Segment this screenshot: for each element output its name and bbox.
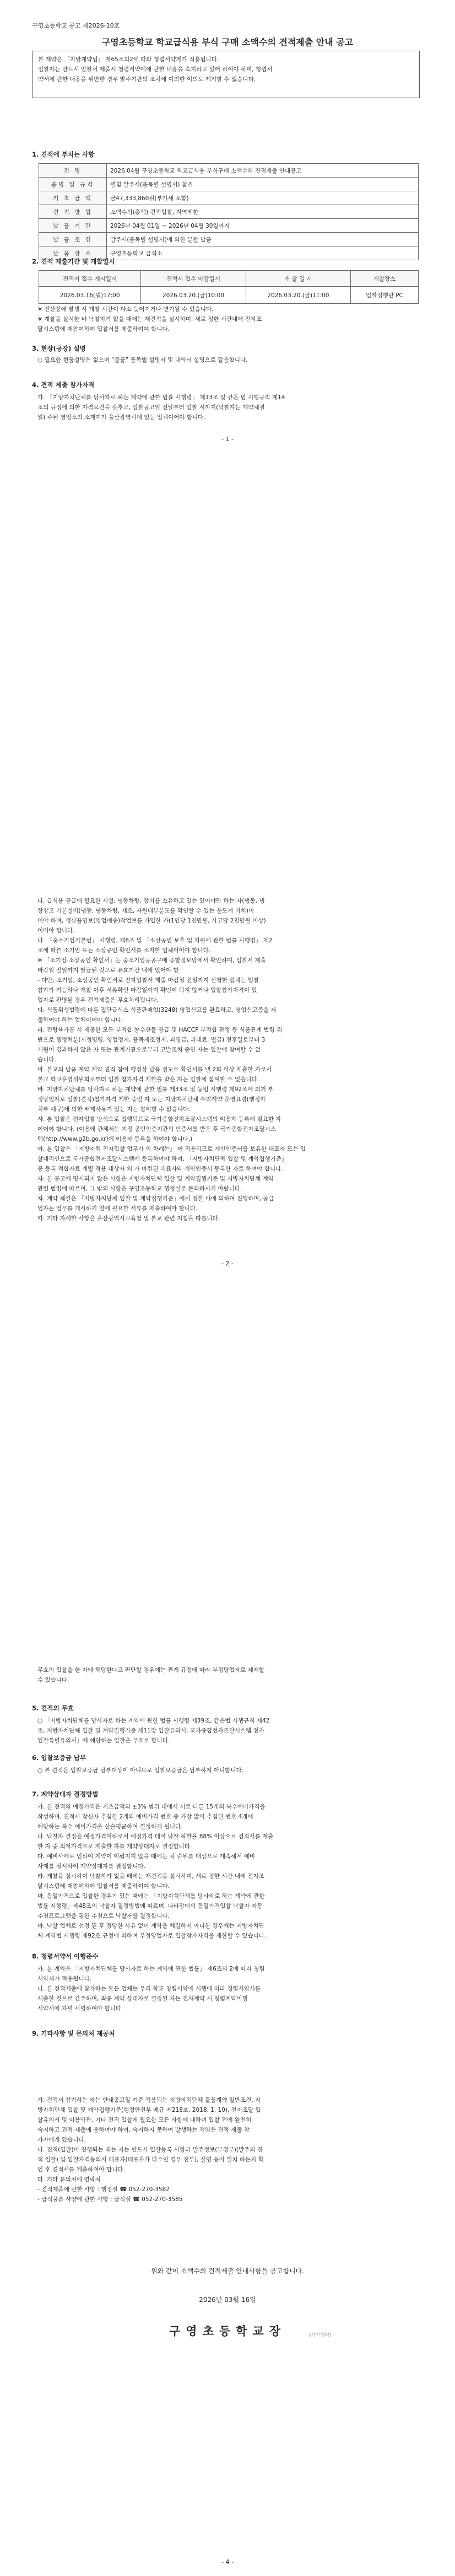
document-title: 구영초등학교 학교급식용 부식 구매 소액수의 견적제출 안내 공고 (101, 37, 354, 47)
bid-bond-text: ○ 본 견적은 입찰보증금 납부대상이 아니므로 입찰보증금은 납부하지 아니합니다. (37, 1767, 243, 1774)
text-line: 한 자 중 최저가격으로 제출한 자를 계약상대자로 결정합니다. (37, 1843, 192, 1850)
eligibility-para-a (37, 393, 285, 422)
site-briefing-text: ○ 필요한 현품설명은 없으며 “물품” 품목별 설명서 및 내역서 설명으로 갈음합니다. (37, 357, 248, 363)
text-line: 서약제가 적용됩니다. (37, 1976, 91, 1982)
signer-name: 구영초등학교장 (169, 2325, 286, 2338)
schedule-header: 개찰장소 (351, 271, 419, 287)
text-line: 무효의 입찰을 한 자에 해당한다고 판단할 경우에는 관계 규정에 따라 부정당업자로 제재할 (37, 1667, 265, 1673)
text-line: 가. 견적서 참가하는 자는 안내공고일 기준 적용되는 지방자치단체 물품계약 일반조건, 지 (37, 2097, 261, 2103)
text-line: 개월이 경과하지 않은 자 또는 관계기관으로부터 고발조치 중인 자는 입찰에 참여할 수 없 (37, 1046, 261, 1053)
text-line: 다. 예비사에로 인하여 계약이 이뤄지지 않을 때에는 차 순위를 대상으로 계속해서 예비 (37, 1853, 256, 1860)
text-line: 어야 하며, 생산품명보(영업배송)작업보를 가입한 자(1인당 1천만원, 사고당 2천만원 이상) (37, 917, 266, 924)
text-line: 가자에게 있습니다. (37, 2137, 86, 2143)
notice-number: 구영초등학교 공고 제2026-10호 (32, 22, 120, 29)
text-line: 참가가 가능하나 개찰 이후 서류확인 마감일까지 확인이 되지 않거나 입찰참가자격이 있 (37, 987, 257, 994)
text-line: 다. 급식용 공급에 필요한 시설, 냉동차량, 장비를 소유하고 있는 있어야만 하는 자(냉동, 냉 (37, 898, 265, 904)
contract-info-value: 구영초등학교 급식소 (107, 246, 419, 260)
schedule-cell: 2026.03.20.(금)10:00 (141, 287, 246, 304)
note-line: 달시스템에 재참여하여 입찰서를 제출하여야 합니다. (37, 326, 170, 332)
contract-info-value: 금47,333,860원(부가세 포함) (107, 191, 419, 205)
contract-info-label: 납 품 장 소 (39, 246, 107, 260)
text-line: 업자로 판명된 경우 견적제출은 무효처리됩니다. (37, 997, 159, 1003)
contract-info-row (39, 233, 419, 246)
page-3 (0, 1667, 455, 2576)
intro-box (32, 51, 420, 98)
text-line: 장창고 기본설비(냉동, 냉동차량, 제조, 자원대부분도를 확인할 수 있는 운도계 비치)이 (37, 908, 254, 914)
seal-note: (직인생략) (308, 2333, 332, 2338)
contract-info-value: 2026.04월 구영초등학교 학교급식용 부식구매 소액수의 견적제출 안내공고 (107, 164, 419, 178)
note-line: ※ 개찰을 실시한 바 낙찰자가 없을 때에는 재견적을 실시하며, 새로 정한 시간내에 전자조 (37, 316, 262, 323)
schedule-cell: 2026.03.16(월)17:00 (39, 287, 141, 304)
text-line: 라. 전량육가공 시 제공한 모든 부적합 농수산물 공급 및 HACCP 부적합 판정 등 식품관계 법령 위 (37, 1027, 283, 1033)
section-1-heading: 1. 견적에 부치는 사항 (32, 151, 95, 158)
intro-line: 본 계약은 「지방계약법」 제65조의2에 따라 청렴서약제가 적용됩니다. (38, 56, 219, 63)
intro-line: 약서에 관한 내용을 위반한 경우 발주기관의 조치에 이의한 이의도 제기할 수 없습니다. (38, 76, 256, 83)
text-line: 업자는 업무를 개시하기 전에 필요한 서류를 제출하여야 합니다. (37, 1205, 198, 1212)
text-line: 가. 본 견적의 예정가격은 기초금액의 ±3% 범위 내에서 서로 다른 15개의 복수예비가격을 (37, 1804, 266, 1810)
award-method-text (37, 1802, 423, 1941)
closing-statement: 위와 같이 소액수의 견적제출 안내사항을 공고합니다. (151, 2267, 304, 2275)
text-line: 출하여야 하는 업체이어야 합니다. (37, 1017, 123, 1023)
text-line: 본교 학교운영위원회로부터 입찰 참가자격 제한을 받은 자는 입찰에 참여할 수 없습니다. (37, 1076, 259, 1083)
intro-line: 입찰자는 반드시 입찰서 제출시 청렴서약에에 관한 내용을 숙지하고 있어 하여야 하며, 청렴서 (38, 66, 273, 73)
text-line: 달시스템에 재참여하여 입찰서를 제출하여야 합니다. (37, 1883, 170, 1890)
text-line: 제출한 것으로 간주하며, 최종 계약 상대자로 결정된 자는 전자계약 시 청렴계약이행 (37, 1995, 248, 2002)
section-9-heading: 9. 기타사항 및 문의처 제공처 (32, 2030, 115, 2037)
text-line: 카. 기타 자세한 사항은 울산광역시교육청 및 본교 관련 지침을 따릅니다. (37, 1215, 220, 1222)
invalid-bid-text (37, 1716, 269, 1746)
text-line: 수 있습니다. (37, 1677, 69, 1683)
text-line: 나. 낙찰자 결정은 예정가격이하로서 예정가격 대비 낙찰 하한율 88% 이상으로 견적서를 제출 (37, 1833, 274, 1840)
text-line: 가. 본 계약은 「지방자치단체를 당사자로 하는 계약에 관한 법률」 제6조의 2에 따라 청렴 (37, 1966, 265, 1972)
schedule-notes (37, 304, 262, 334)
page-2 (0, 852, 455, 1701)
contract-info-row (39, 205, 419, 219)
eligibility-para-rest (37, 896, 423, 1223)
text-line: 조의 규정에 의한 자격요건을 갖추고, 입찰공고일 전날부터 입찰 시까지(낙찰자는 계약체결 (37, 404, 265, 411)
text-line: 나. 견적(입찰)이 진행되는 때는 지는 반드시 입찰등록 사항과 발주정보(부정부)(발주의 견 (37, 2146, 263, 2153)
contract-info-label: 납 품 기 간 (39, 219, 107, 233)
page-number: - 4 - (221, 2558, 234, 2566)
text-line: 다. 식품위생법령에 따른 집단급식소 식품판매업(3248) 영업신고를 완료하고, 영업신고증을 제 (37, 1007, 277, 1013)
schedule-cell: 입찰집행관 PC (351, 287, 419, 304)
text-line: 마. 본교의 납품 계약 계약 견적 참여 행정상 납품 정도로 확인서를 낼 2회 이상 제출한 자로서 (37, 1066, 272, 1073)
text-line: 해당하는 복수 예비가격을 산술평균하여 결정하게 됩니다. (37, 1823, 183, 1830)
text-line: 체 계약법 시행령 제92조 규정에 의하여 부정당업자로 입찰참가자격을 제한할 수 있습니다. (37, 1933, 267, 1939)
text-line: 자. 본 공고에 명시되지 않은 사항은 지방자치단체 입찰 및 계약집행기준 및 지방자치단체 계약 (37, 1176, 274, 1182)
text-line: 일) 주된 영업소의 소재지가 울산광역시에 있는 업체이어야 합니다. (37, 414, 205, 421)
integrity-pledge-text (37, 1964, 264, 2014)
schedule-table (39, 270, 419, 304)
text-line: 나. 본 견적제출에 참가하는 모든 업체는 우리 학교 청렴서약에 시행에 따라 청렴서약서를 (37, 1985, 261, 1992)
schedule-header: 개 찰 일 시 (246, 271, 350, 287)
text-line: 숙지하고 견적 제출에 응하여야 하며, 숙지하지 못하여 발생하는 책임은 견적 제출 참 (37, 2127, 250, 2133)
text-line: 방자치단체 입찰 및 계약집행기준(행정안전부 예규 제218호, 2018. 1. 10), 전자조달 입 (37, 2107, 261, 2113)
eligibility-closing (37, 1665, 264, 1685)
text-line: 이어야 합니다. (이용에 관해서는 지정 공인인증기관의 인증서를 받은 후 국가종합전자조달시스 (37, 1126, 277, 1133)
page-1 (0, 0, 455, 844)
text-line: 추첨프로그램을 통한 추첨으로 낙찰자를 결정합니다. (37, 1913, 170, 1919)
text-line: 차. 계약 체결은 「지방자치단체 입찰 및 계약집행기준」에서 정한 바에 의하여 진행하며, 공급 (37, 1195, 274, 1202)
note-line: ※ 전산장애 발생 시 개찰 시간이 다소 늦어지거나 연기될 수 있습니다. (37, 306, 214, 313)
text-line: 관련 법령에 따르며, 그 밖의 사항은 구영초등학교 행정실로 문의하시기 바랍니다. (37, 1185, 242, 1192)
section-2-heading: 2. 견적 제출기간 및 개찰일시 (32, 257, 115, 265)
text-line: - 견적제출에 관한 사항 : 행정실 ☎ 052-270-3582 (37, 2186, 170, 2193)
contract-info-row (39, 178, 419, 191)
contract-info-label: 기 초 금 액 (39, 191, 107, 205)
text-line: 반으로 행정처분(시정명령, 영업정지, 품목제조정지, 과징금, 과태료, 벌금) 전후일로부터 3 (37, 1037, 266, 1043)
schedule-header: 견적서 접수 마감일시 (141, 271, 246, 287)
contract-info-value: 발주서(품목별 설명서)에 의한 분할 납품 (107, 233, 419, 246)
text-line: 입찰특별유의서」에 해당하는 입찰은 무효로 합니다. (37, 1737, 170, 1744)
contract-info-value: 별첨 발주서(품목별 설명서) 참조 (107, 178, 419, 191)
text-line: - 다만, 소기업, 소상공인 확인서로 전자입찰서 제출 마감일 전일까지 신청한 업체는 입찰 (37, 977, 259, 984)
contract-info-label: 견 적 방 법 (39, 205, 107, 219)
page-number: - 1 - (221, 436, 234, 443)
schedule-cell: 2026.03.20.(금)11:00 (246, 287, 350, 304)
text-line: 찰대리인으로 국가종합전자조달시스템에 등록하여야 하며, 「지방자치단체 입찰 및 계약집행기준」 (37, 1156, 288, 1162)
text-line: 조에 따른 소기업 또는 소상공인 확인서를 소지한 업체이어야 합니다. (37, 947, 211, 954)
text-line: 인 후 견적서를 제출하여야 합니다. (37, 2166, 125, 2173)
text-line: - 급식물품 사양에 관한 사항 : 급식실 ☎ 052-270-3585 (37, 2196, 183, 2203)
text-line: 바. 낙찰 업체로 선정 된 후 정당한 사유 없이 계약을 체결하지 아니한 경우에는 지방자치단 (37, 1923, 264, 1929)
contract-info-label: 품명 및 규격 (39, 178, 107, 191)
text-line: 템(http://www.g2b.go.kr)에 이용자 등록을 하여야 합니다.) (37, 1136, 193, 1142)
text-line: 마. 동일가격으로 입찰한 경우가 있는 때에는 「지방자치단체를 당사자로 하는 계약에 관한 (37, 1893, 265, 1899)
section-5-heading: 5. 견적의 무효 (32, 1704, 74, 1712)
announcement-date: 2026년 03월 16일 (199, 2296, 256, 2304)
text-line: 사제를 실시하여 계약상대자를 결정합니다. (37, 1863, 145, 1870)
text-line: 이어야 합니다. (37, 927, 75, 934)
contract-info-label: 건 명 (39, 164, 107, 178)
contract-info-value: 소액수의(총액) 견적입찰, 지역제한 (107, 205, 419, 219)
text-line: ※ 「소기업·소상공인 확인서」는 중소기업공공구매 종합정보망에서 확인하며, 입찰서 제출 (37, 957, 266, 964)
section-6-heading: 6. 입찰보증금 납부 (32, 1754, 86, 1762)
misc-contact-text (37, 2095, 423, 2204)
text-line: 습니다. (37, 1056, 56, 1063)
section-3-heading: 3. 현장(공장) 설명 (32, 345, 86, 352)
text-line: 가. 「지방자치단체를 당사자로 하는 계약에 관한 법률 시행령」 제13조 및 같은 법 시행규칙 제14 (37, 394, 285, 401)
section-4-heading: 4. 견적 제출 참가자격 (32, 381, 95, 389)
text-line: 바. 지방자치단체를 당사자로 하는 계약에 관한 법률 제33조 및 동법 시행령 제92조에 의거 부 (37, 1086, 274, 1093)
text-line: 아. 본 입찰은 「지방자치 전자입찰 업무가 의 차례는」 여 적용되므로 개인인증서를 보유한 대표자 또는 입 (37, 1146, 306, 1152)
contract-info-label: 납 품 조 건 (39, 233, 107, 246)
section-8-heading: 8. 청렴서약서 이행준수 (32, 1952, 99, 1960)
text-line: 찰유의서 및 이용약관, 기타 견적 입찰에 필요한 모든 사항에 대하여 입찰 전에 완전히 (37, 2117, 252, 2123)
contract-info-table (39, 163, 419, 260)
text-line: 나. 「중소기업기본법」 시행령, 제8조 및 「소상공인 보호 및 지원에 관한 법률 시행령」 제2 (37, 937, 273, 944)
text-line: 조, 지방자치단체 입찰 및 계약집행기준 제11장 입찰유의서, 국가종합전자조달시스템 전자 (37, 1727, 264, 1734)
text-line: 서약서에 자필 서명하여야 합니다. (37, 2005, 123, 2012)
text-line: ○ 「지방자치단체를 당사자로 하는 계약에 관한 법률 시행령 제39조, 같은법 시행규칙 제42 (37, 1718, 270, 1724)
text-line: 중 등록 적합자료 개별 적용 대상자 의 가 마련된 대표자와 개인인증서 등록한 자로 하여야 합니다. (37, 1166, 283, 1172)
text-line: 라. 개찰을 실시하여 낙찰자가 없을 때에는 재견적을 실시하며, 새로 정한 시간 내에 전자조 (37, 1873, 264, 1880)
text-line: 다. 기타 문의처에 연락처 (37, 2176, 101, 2183)
contract-info-value: 2026년 04월 01일 ~ 2026년 04월 30일까지 (107, 219, 419, 233)
contract-info-row (39, 164, 419, 178)
schedule-header: 견적서 접수 개시일시 (39, 271, 141, 287)
text-line: 작성하며, 견적서 참신자 추첨한 2개의 예비가격 번호 중 가장 많이 추첨된 번호 4개에 (37, 1813, 253, 1820)
contract-info-row (39, 191, 419, 205)
page-number: - 2 - (221, 1260, 234, 1267)
text-line: 정당업자로 입찰(견적)참가자격 제한 중인 자 또는 지방자치단체 수의계약 운영요령(행정자 (37, 1096, 266, 1103)
contract-info-row (39, 219, 419, 233)
section-7-heading: 7. 계약상대자 결정방법 (32, 1790, 99, 1798)
text-line: 마감일 전일까지 발급된 것으로 유효기간 내에 있어야 함 (37, 967, 179, 974)
text-line: 적 입찰) 및 입찰자격동의서 대표자(대표자가 다수인 경우 전부), 실명 등이 일치 하는지 확 (37, 2156, 264, 2163)
text-line: 치부 예규)에 의한 배제사유가 있는 자는 참여할 수 없습니다. (37, 1106, 191, 1113)
text-line: 사. 본 입찰은 전자입찰 방식으로 집행되므로 국가종합전자조달시스템의 이용자 등록에 필요한 자 (37, 1116, 281, 1123)
text-line: 법률 시행령」제48조의 낙찰자 결정방법에 따르며, 나라장터의 동일가격입찰 낙찰자 자동 (37, 1903, 263, 1909)
